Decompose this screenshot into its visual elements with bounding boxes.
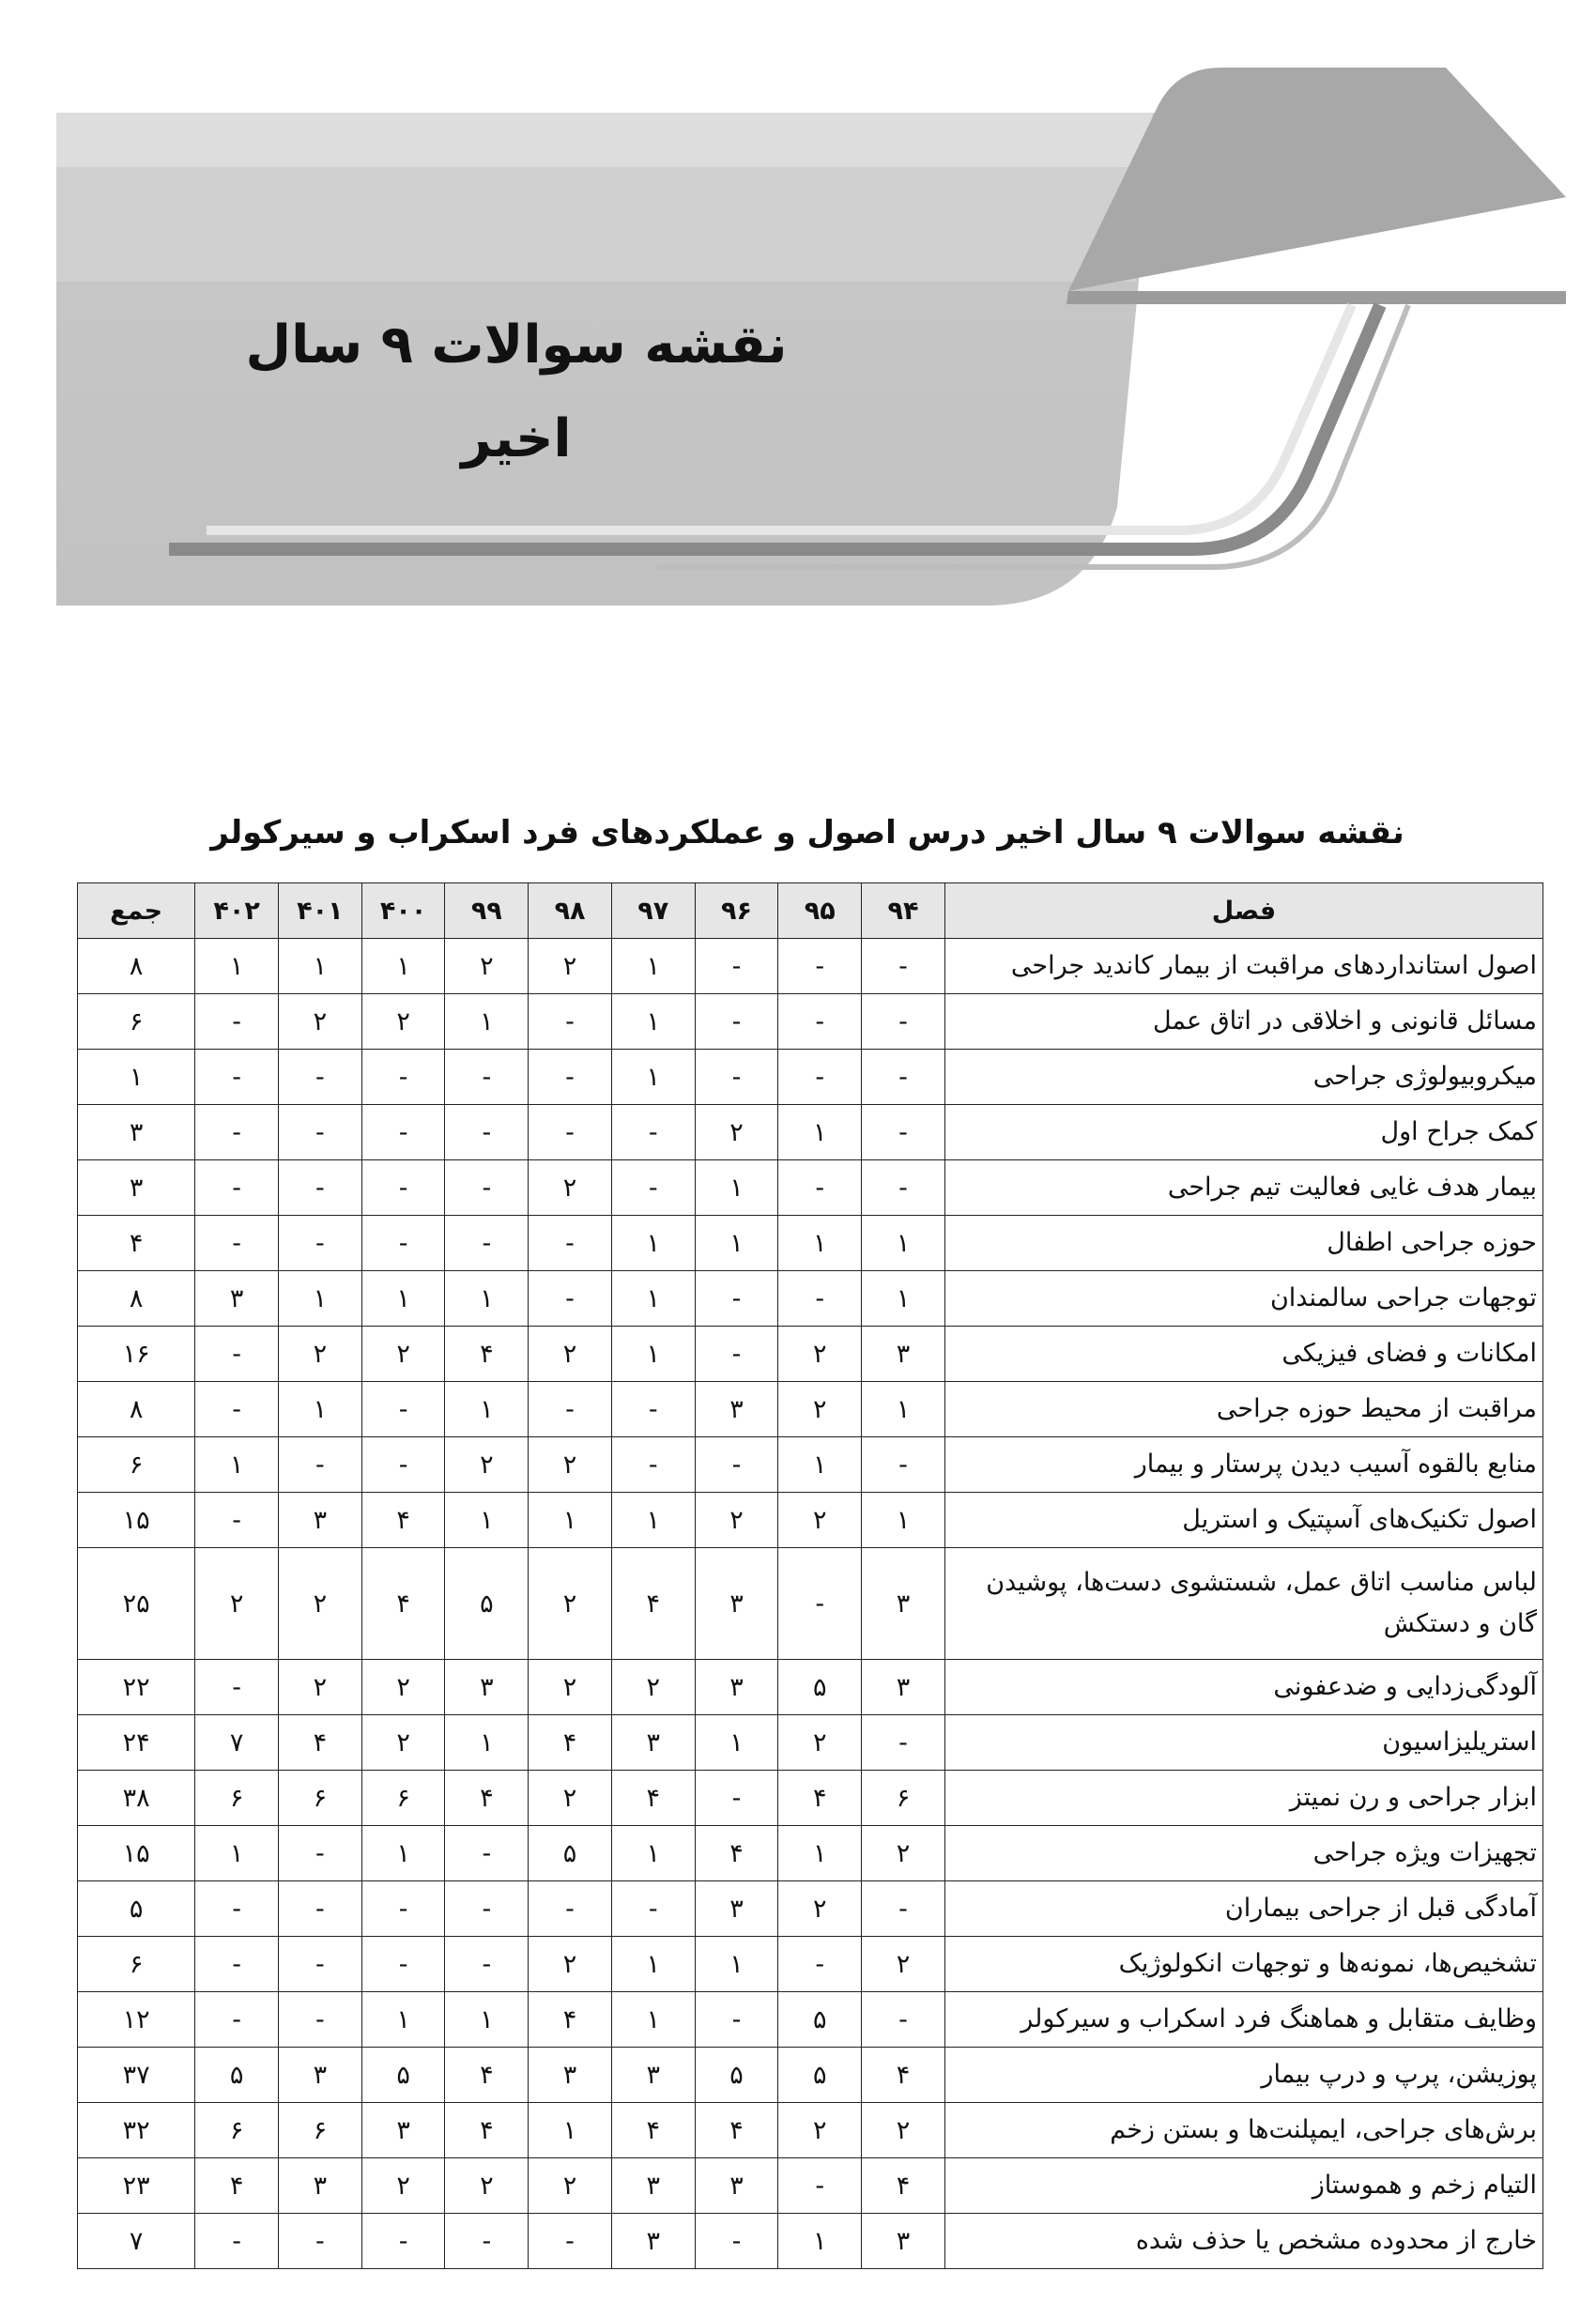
year-count-cell: ۳: [862, 1548, 945, 1660]
year-count-cell: ۱: [445, 1271, 529, 1327]
year-count-cell: ۷: [195, 1715, 279, 1771]
year-count-cell: -: [361, 1216, 445, 1271]
table-row: [78, 994, 1543, 1050]
year-count-cell: -: [862, 1881, 945, 1937]
year-count-cell: ۱: [778, 1105, 862, 1160]
year-count-cell: -: [361, 1105, 445, 1160]
banner-slant-face: [1068, 68, 1566, 291]
year-count-cell: ۴: [445, 1771, 529, 1826]
chapter-cell: التیام زخم و هموستاز: [944, 2158, 1542, 2214]
year-count-cell: -: [862, 1105, 945, 1160]
year-count-cell: -: [611, 1437, 695, 1493]
year-count-cell: ۵: [361, 2048, 445, 2103]
year-count-cell: ۳: [195, 1271, 279, 1327]
year-count-cell: -: [695, 1271, 778, 1327]
year-count-cell: -: [445, 1105, 529, 1160]
year-count-cell: ۵: [195, 2048, 279, 2103]
year-count-cell: ۱: [445, 1382, 529, 1437]
year-count-cell: -: [195, 1105, 279, 1160]
year-count-cell: ۲: [361, 1715, 445, 1771]
total-cell: ۲۲: [78, 1660, 195, 1715]
chapter-cell: پوزیشن، پرپ و درپ بیمار: [944, 2048, 1542, 2103]
year-count-cell: -: [862, 1160, 945, 1216]
total-cell: ۶: [78, 1437, 195, 1493]
year-count-cell: -: [862, 939, 945, 994]
year-count-cell: -: [778, 994, 862, 1050]
year-count-cell: ۱: [778, 2214, 862, 2269]
year-count-cell: ۳: [695, 1548, 778, 1660]
year-count-cell: -: [529, 994, 612, 1050]
year-count-cell: -: [195, 2214, 279, 2269]
year-count-cell: ۳: [278, 1493, 361, 1548]
table-row: [78, 1160, 1543, 1216]
year-count-cell: -: [778, 1271, 862, 1327]
year-count-cell: ۲: [695, 1493, 778, 1548]
year-count-cell: ۴: [361, 1548, 445, 1660]
year-count-cell: -: [278, 1216, 361, 1271]
year-count-cell: ۳: [361, 2103, 445, 2158]
chapter-cell: حوزه جراحی اطفال: [944, 1216, 1542, 1271]
year-count-cell: ۳: [278, 2048, 361, 2103]
total-cell: ۱۵: [78, 1493, 195, 1548]
year-count-cell: ۱: [695, 1160, 778, 1216]
year-count-cell: ۵: [695, 2048, 778, 2103]
year-count-cell: ۱: [445, 994, 529, 1050]
chapter-cell: اصول تکنیک‌های آسپتیک و استریل: [944, 1493, 1542, 1548]
year-count-cell: ۲: [862, 2103, 945, 2158]
table-row: [78, 1382, 1543, 1437]
year-count-cell: ۱: [445, 1715, 529, 1771]
table-row: [78, 1493, 1543, 1548]
year-count-cell: ۲: [445, 2158, 529, 2214]
year-count-cell: -: [361, 1881, 445, 1937]
year-count-cell: -: [278, 1826, 361, 1881]
year-count-cell: -: [695, 994, 778, 1050]
year-count-cell: -: [695, 1437, 778, 1493]
total-cell: ۷: [78, 2214, 195, 2269]
year-count-cell: ۵: [778, 2048, 862, 2103]
year-count-cell: ۲: [529, 939, 612, 994]
year-count-cell: ۲: [195, 1548, 279, 1660]
year-count-cell: -: [278, 1937, 361, 1992]
year-count-cell: ۱: [361, 1271, 445, 1327]
year-count-cell: ۲: [278, 994, 361, 1050]
chapter-cell: توجهات جراحی سالمندان: [944, 1271, 1542, 1327]
table-caption: نقشه سوالات ۹ سال اخیر درس اصول و عملکردهای فرد اسکراب و سیرکولر: [210, 814, 1404, 852]
year-count-cell: ۴: [529, 1992, 612, 2048]
year-count-cell: ۱: [361, 939, 445, 994]
header-year: ۹۶: [695, 883, 778, 939]
header-year: ۹۵: [778, 883, 862, 939]
year-count-cell: ۱: [611, 1493, 695, 1548]
year-count-cell: -: [195, 1493, 279, 1548]
banner-top-strip: [56, 113, 1153, 167]
year-count-cell: ۶: [862, 1771, 945, 1826]
year-count-cell: ۶: [278, 1771, 361, 1826]
total-cell: ۸: [78, 939, 195, 994]
year-count-cell: ۶: [195, 1771, 279, 1826]
year-count-cell: ۳: [695, 1660, 778, 1715]
chapter-cell: استریلیزاسیون: [944, 1715, 1542, 1771]
year-count-cell: ۱: [278, 939, 361, 994]
year-count-cell: ۲: [529, 1771, 612, 1826]
chapter-cell: میکروبیولوژی جراحی: [944, 1050, 1542, 1105]
total-cell: ۲۳: [78, 2158, 195, 2214]
chapter-cell: برش‌های جراحی، ایمپلنت‌ها و بستن زخم: [944, 2103, 1542, 2158]
year-count-cell: ۲: [361, 2158, 445, 2214]
year-count-cell: ۱: [445, 1992, 529, 2048]
chapter-cell: تشخیص‌ها، نمونه‌ها و توجهات انکولوژیک: [944, 1937, 1542, 1992]
banner-side-bar: [1067, 291, 1566, 304]
year-count-cell: ۳: [611, 1715, 695, 1771]
year-count-cell: ۱: [529, 1493, 612, 1548]
year-count-cell: ۴: [862, 2158, 945, 2214]
year-count-cell: ۴: [862, 2048, 945, 2103]
year-count-cell: ۵: [778, 1660, 862, 1715]
year-count-cell: -: [862, 1992, 945, 2048]
year-count-cell: -: [778, 1548, 862, 1660]
chapter-cell: تجهیزات ویژه جراحی: [944, 1826, 1542, 1881]
year-count-cell: -: [695, 1327, 778, 1382]
year-count-cell: ۲: [361, 1660, 445, 1715]
year-count-cell: ۱: [529, 2103, 612, 2158]
chapter-cell: لباس مناسب اتاق عمل، شستشوی دست‌ها، پوشیدن گان و دستکش: [944, 1548, 1542, 1660]
total-cell: ۱۵: [78, 1826, 195, 1881]
year-count-cell: -: [445, 1881, 529, 1937]
year-count-cell: ۲: [778, 1881, 862, 1937]
header-year: ۴۰۰: [361, 883, 445, 939]
year-count-cell: -: [195, 1937, 279, 1992]
year-count-cell: ۱: [695, 1937, 778, 1992]
chapter-cell: آلودگی‌زدایی و ضدعفونی: [944, 1660, 1542, 1715]
chapter-cell: کمک جراح اول: [944, 1105, 1542, 1160]
header-year: ۹۴: [862, 883, 945, 939]
table-row: [78, 1771, 1543, 1826]
year-count-cell: -: [445, 1937, 529, 1992]
year-count-cell: ۲: [695, 1105, 778, 1160]
chapter-cell: وظایف متقابل و هماهنگ فرد اسکراب و سیرکولر: [944, 1992, 1542, 2048]
year-count-cell: -: [278, 1050, 361, 1105]
year-count-cell: ۲: [361, 1327, 445, 1382]
year-count-cell: ۴: [695, 1826, 778, 1881]
table-header-row: [78, 883, 1543, 939]
year-count-cell: ۴: [611, 2103, 695, 2158]
year-count-cell: -: [195, 994, 279, 1050]
year-count-cell: ۳: [862, 1660, 945, 1715]
chapter-cell: مراقبت از محیط حوزه جراحی: [944, 1382, 1542, 1437]
year-count-cell: ۲: [529, 1160, 612, 1216]
year-count-cell: -: [862, 1437, 945, 1493]
year-count-cell: ۶: [195, 2103, 279, 2158]
year-count-cell: -: [445, 1050, 529, 1105]
year-count-cell: ۴: [695, 2103, 778, 2158]
year-count-cell: ۱: [862, 1271, 945, 1327]
total-cell: ۳۷: [78, 2048, 195, 2103]
year-count-cell: ۱: [611, 994, 695, 1050]
year-count-cell: ۴: [611, 1771, 695, 1826]
year-count-cell: ۴: [361, 1493, 445, 1548]
header-year: ۹۷: [611, 883, 695, 939]
year-count-cell: ۱: [611, 1050, 695, 1105]
year-count-cell: -: [695, 1771, 778, 1826]
year-count-cell: ۴: [529, 1715, 612, 1771]
year-count-cell: ۱: [195, 1826, 279, 1881]
total-cell: ۶: [78, 994, 195, 1050]
year-count-cell: ۳: [695, 1881, 778, 1937]
year-count-cell: ۱: [611, 1327, 695, 1382]
year-count-cell: -: [862, 1050, 945, 1105]
year-count-cell: -: [529, 1050, 612, 1105]
year-count-cell: ۱: [778, 1216, 862, 1271]
year-count-cell: -: [195, 1992, 279, 2048]
year-count-cell: -: [445, 1826, 529, 1881]
year-count-cell: -: [529, 1105, 612, 1160]
year-count-cell: ۳: [445, 1660, 529, 1715]
year-count-cell: -: [695, 1992, 778, 2048]
questions-table-wrapper: [77, 882, 1543, 2269]
total-cell: ۳: [78, 1105, 195, 1160]
year-count-cell: ۲: [278, 1548, 361, 1660]
year-count-cell: ۱: [695, 1216, 778, 1271]
year-count-cell: -: [862, 1715, 945, 1771]
year-count-cell: -: [361, 1382, 445, 1437]
table-row: [78, 1881, 1543, 1937]
year-count-cell: -: [611, 1160, 695, 1216]
year-count-cell: -: [278, 1105, 361, 1160]
year-count-cell: -: [778, 1050, 862, 1105]
year-count-cell: -: [611, 1382, 695, 1437]
total-cell: ۵: [78, 1881, 195, 1937]
year-count-cell: -: [278, 1881, 361, 1937]
year-count-cell: -: [278, 1992, 361, 2048]
table-row: [78, 2103, 1543, 2158]
table-row: [78, 1327, 1543, 1382]
year-count-cell: -: [529, 1881, 612, 1937]
year-count-cell: ۲: [529, 1660, 612, 1715]
total-cell: ۱: [78, 1050, 195, 1105]
year-count-cell: ۱: [862, 1493, 945, 1548]
chapter-cell: مسائل قانونی و اخلاقی در اتاق عمل: [944, 994, 1542, 1050]
year-count-cell: -: [195, 1160, 279, 1216]
header-chapter: فصل: [944, 883, 1542, 939]
year-count-cell: -: [195, 1327, 279, 1382]
year-count-cell: -: [778, 1937, 862, 1992]
year-count-cell: ۱: [611, 1826, 695, 1881]
table-row: [78, 1660, 1543, 1715]
year-count-cell: ۲: [361, 994, 445, 1050]
total-cell: ۸: [78, 1382, 195, 1437]
year-count-cell: ۱: [611, 939, 695, 994]
year-count-cell: ۲: [529, 1548, 612, 1660]
year-count-cell: -: [529, 1271, 612, 1327]
year-count-cell: ۱: [778, 1826, 862, 1881]
chapter-cell: خارج از محدوده مشخص یا حذف شده: [944, 2214, 1542, 2269]
year-count-cell: ۵: [529, 1826, 612, 1881]
year-count-cell: ۳: [611, 2048, 695, 2103]
year-count-cell: -: [195, 1050, 279, 1105]
year-count-cell: ۲: [862, 1826, 945, 1881]
year-count-cell: -: [778, 2158, 862, 2214]
year-count-cell: ۲: [778, 1715, 862, 1771]
table-row: [78, 1437, 1543, 1493]
year-count-cell: -: [278, 1160, 361, 1216]
table-row: [78, 2158, 1543, 2214]
table-row: [78, 1050, 1543, 1105]
table-row: [78, 1715, 1543, 1771]
total-cell: ۲۵: [78, 1548, 195, 1660]
table-row: [78, 1548, 1543, 1660]
year-count-cell: ۶: [278, 2103, 361, 2158]
header-year: ۴۰۲: [195, 883, 279, 939]
year-count-cell: ۴: [195, 2158, 279, 2214]
table-row: [78, 2048, 1543, 2103]
chapter-cell: امکانات و فضای فیزیکی: [944, 1327, 1542, 1382]
year-count-cell: -: [361, 2214, 445, 2269]
year-count-cell: ۳: [278, 2158, 361, 2214]
table-row: [78, 1992, 1543, 2048]
year-count-cell: ۱: [361, 1992, 445, 2048]
total-cell: ۴: [78, 1216, 195, 1271]
year-count-cell: -: [529, 1382, 612, 1437]
header-total: جمع: [78, 883, 195, 939]
year-count-cell: ۲: [445, 939, 529, 994]
year-count-cell: -: [529, 2214, 612, 2269]
banner-inner-band: [56, 167, 1147, 282]
year-count-cell: -: [778, 939, 862, 994]
year-count-cell: ۲: [529, 2158, 612, 2214]
year-count-cell: ۳: [695, 2158, 778, 2214]
year-count-cell: -: [361, 1937, 445, 1992]
questions-table: [77, 882, 1543, 2269]
year-count-cell: ۴: [445, 2048, 529, 2103]
year-count-cell: ۲: [529, 1327, 612, 1382]
year-count-cell: ۲: [778, 1493, 862, 1548]
year-count-cell: ۲: [529, 1437, 612, 1493]
year-count-cell: ۴: [278, 1715, 361, 1771]
year-count-cell: -: [361, 1437, 445, 1493]
year-count-cell: -: [778, 1160, 862, 1216]
total-cell: ۶: [78, 1937, 195, 1992]
year-count-cell: -: [445, 1160, 529, 1216]
chapter-cell: آمادگی قبل از جراحی بیماران: [944, 1881, 1542, 1937]
year-count-cell: ۱: [695, 1715, 778, 1771]
year-count-cell: ۲: [778, 1382, 862, 1437]
year-count-cell: ۶: [361, 1771, 445, 1826]
total-cell: ۳۸: [78, 1771, 195, 1826]
year-count-cell: ۴: [778, 1771, 862, 1826]
year-count-cell: ۲: [778, 1327, 862, 1382]
year-count-cell: ۲: [278, 1660, 361, 1715]
year-count-cell: ۲: [778, 2103, 862, 2158]
year-count-cell: ۱: [862, 1216, 945, 1271]
chapter-cell: ابزار جراحی و رن نمیتز: [944, 1771, 1542, 1826]
year-count-cell: ۱: [445, 1493, 529, 1548]
year-count-cell: -: [529, 1216, 612, 1271]
year-count-cell: -: [611, 1105, 695, 1160]
header-year: ۹۹: [445, 883, 529, 939]
table-row: [78, 1105, 1543, 1160]
total-cell: ۱۲: [78, 1992, 195, 2048]
year-count-cell: -: [195, 1660, 279, 1715]
year-count-cell: ۱: [611, 1216, 695, 1271]
year-count-cell: -: [862, 994, 945, 1050]
year-count-cell: -: [195, 1881, 279, 1937]
year-count-cell: ۳: [862, 1327, 945, 1382]
year-count-cell: ۴: [445, 2103, 529, 2158]
year-count-cell: -: [195, 1382, 279, 1437]
year-count-cell: -: [278, 2214, 361, 2269]
year-count-cell: -: [195, 1216, 279, 1271]
year-count-cell: ۳: [695, 1382, 778, 1437]
header-year: ۴۰۱: [278, 883, 361, 939]
year-count-cell: ۱: [862, 1382, 945, 1437]
total-cell: ۳: [78, 1160, 195, 1216]
year-count-cell: ۱: [195, 1437, 279, 1493]
year-count-cell: ۴: [611, 1548, 695, 1660]
table-row: [78, 1271, 1543, 1327]
year-count-cell: -: [445, 1216, 529, 1271]
year-count-cell: -: [361, 1160, 445, 1216]
table-body: [78, 939, 1543, 2269]
year-count-cell: -: [695, 1050, 778, 1105]
year-count-cell: ۲: [445, 1437, 529, 1493]
year-count-cell: ۵: [778, 1992, 862, 2048]
year-count-cell: ۱: [778, 1437, 862, 1493]
chapter-cell: اصول استانداردهای مراقبت از بیمار کاندید جراحی: [944, 939, 1542, 994]
year-count-cell: ۲: [862, 1937, 945, 1992]
year-count-cell: ۱: [278, 1271, 361, 1327]
total-cell: ۲۴: [78, 1715, 195, 1771]
year-count-cell: ۳: [611, 2214, 695, 2269]
table-row: [78, 939, 1543, 994]
year-count-cell: -: [611, 1881, 695, 1937]
year-count-cell: ۲: [611, 1660, 695, 1715]
year-count-cell: -: [278, 1437, 361, 1493]
year-count-cell: -: [361, 1050, 445, 1105]
year-count-cell: ۱: [611, 1271, 695, 1327]
year-count-cell: ۱: [278, 1382, 361, 1437]
year-count-cell: -: [445, 2214, 529, 2269]
banner-right-face: [1078, 291, 1566, 545]
table-row: [78, 2214, 1543, 2269]
total-cell: ۸: [78, 1271, 195, 1327]
year-count-cell: -: [695, 939, 778, 994]
year-count-cell: ۲: [529, 1937, 612, 1992]
year-count-cell: ۳: [529, 2048, 612, 2103]
year-count-cell: ۱: [195, 939, 279, 994]
year-count-cell: ۲: [278, 1327, 361, 1382]
total-cell: ۱۶: [78, 1327, 195, 1382]
year-count-cell: ۱: [611, 1937, 695, 1992]
header-year: ۹۸: [529, 883, 612, 939]
year-count-cell: ۳: [862, 2214, 945, 2269]
year-count-cell: ۱: [611, 1992, 695, 2048]
year-count-cell: ۱: [361, 1826, 445, 1881]
banner-title: نقشه سوالات ۹ سال اخیر: [245, 315, 788, 469]
year-count-cell: ۴: [445, 1327, 529, 1382]
chapter-cell: منابع بالقوه آسیب دیدن پرستار و بیمار: [944, 1437, 1542, 1493]
year-count-cell: -: [695, 2214, 778, 2269]
table-row: [78, 1216, 1543, 1271]
total-cell: ۳۲: [78, 2103, 195, 2158]
year-count-cell: ۵: [445, 1548, 529, 1660]
chapter-cell: بیمار هدف غایی فعالیت تیم جراحی: [944, 1160, 1542, 1216]
table-row: [78, 1937, 1543, 1992]
table-row: [78, 1826, 1543, 1881]
year-count-cell: ۳: [611, 2158, 695, 2214]
